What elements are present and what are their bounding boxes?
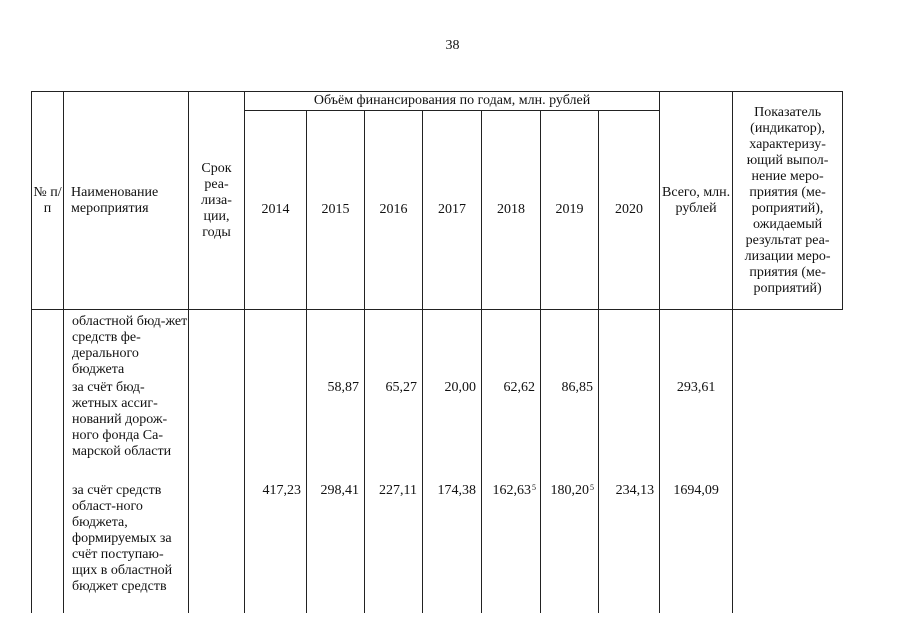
row-num-cell [32,380,64,483]
header-year: 2020 [599,111,660,310]
value-cell [423,310,482,381]
total-cell: 1694,09 [660,483,733,613]
value-cell: 86,85 [541,380,599,483]
value-cell: 162,63$^5$ [482,483,541,613]
value-cell: 227,11 [365,483,423,613]
indicator-cell [733,483,843,613]
header-indicator: Показатель (индикатор), характеризу-ющий выпол-нение меро-приятия (ме-роприятий), ожидаемый результат реа-лизации меро-приятия (ме-роприятий) [733,92,843,310]
header-total: Всего, млн. рублей [660,92,733,310]
header-year: 2019 [541,111,599,310]
row-name: за счёт бюд-жетных ассиг-нований дорож-ного фонда Са-марской области [64,380,189,483]
header-year: 2014 [245,111,307,310]
table-row [32,483,843,613]
row-term-cell [189,310,245,381]
indicator-cell [733,310,843,381]
header-year: 2016 [365,111,423,310]
row-name: областной бюд-жет средств фе-дерального бюджета [64,310,189,381]
header-year: 2018 [482,111,541,310]
row-term-cell [189,380,245,483]
value-cell: 62,62 [482,380,541,483]
value-cell: 417,23 [245,483,307,613]
value-cell [541,310,599,381]
value-cell: 65,27 [365,380,423,483]
value-cell [307,310,365,381]
footnote-mark: 5 [590,483,594,492]
value-cell [482,310,541,381]
budget-table [31,91,843,613]
header-year: 2017 [423,111,482,310]
value-cell [599,380,660,483]
table-row [32,310,843,381]
value-cell [599,310,660,381]
value-cell [365,310,423,381]
header-num: № п/п [32,92,64,310]
value-cell [245,380,307,483]
value-cell: 174,38 [423,483,482,613]
page-number: 38 [445,38,460,53]
row-num-cell [32,483,64,613]
header-name: Наименование мероприятия [64,92,189,310]
value-cell: 298,41 [307,483,365,613]
header-year: 2015 [307,111,365,310]
value-cell: 20,00 [423,380,482,483]
footnote-mark: 5 [532,483,536,492]
header-financing-group: Объём финансирования по годам, млн. рублей [245,92,660,111]
value-cell: 58,87 [307,380,365,483]
total-cell: 293,61 [660,380,733,483]
value-cell [245,310,307,381]
table-row [32,380,843,483]
row-num-cell [32,310,64,381]
indicator-cell [733,380,843,483]
header-term: Срок реа-лиза-ции, годы [189,92,245,310]
total-cell [660,310,733,381]
row-term-cell [189,483,245,613]
value-cell: 180,20$^5$ [541,483,599,613]
value-cell: 234,13 [599,483,660,613]
row-name: за счёт средств област-ного бюджета, формируемых за счёт поступаю-щих в областной бюджет средств [64,483,189,613]
